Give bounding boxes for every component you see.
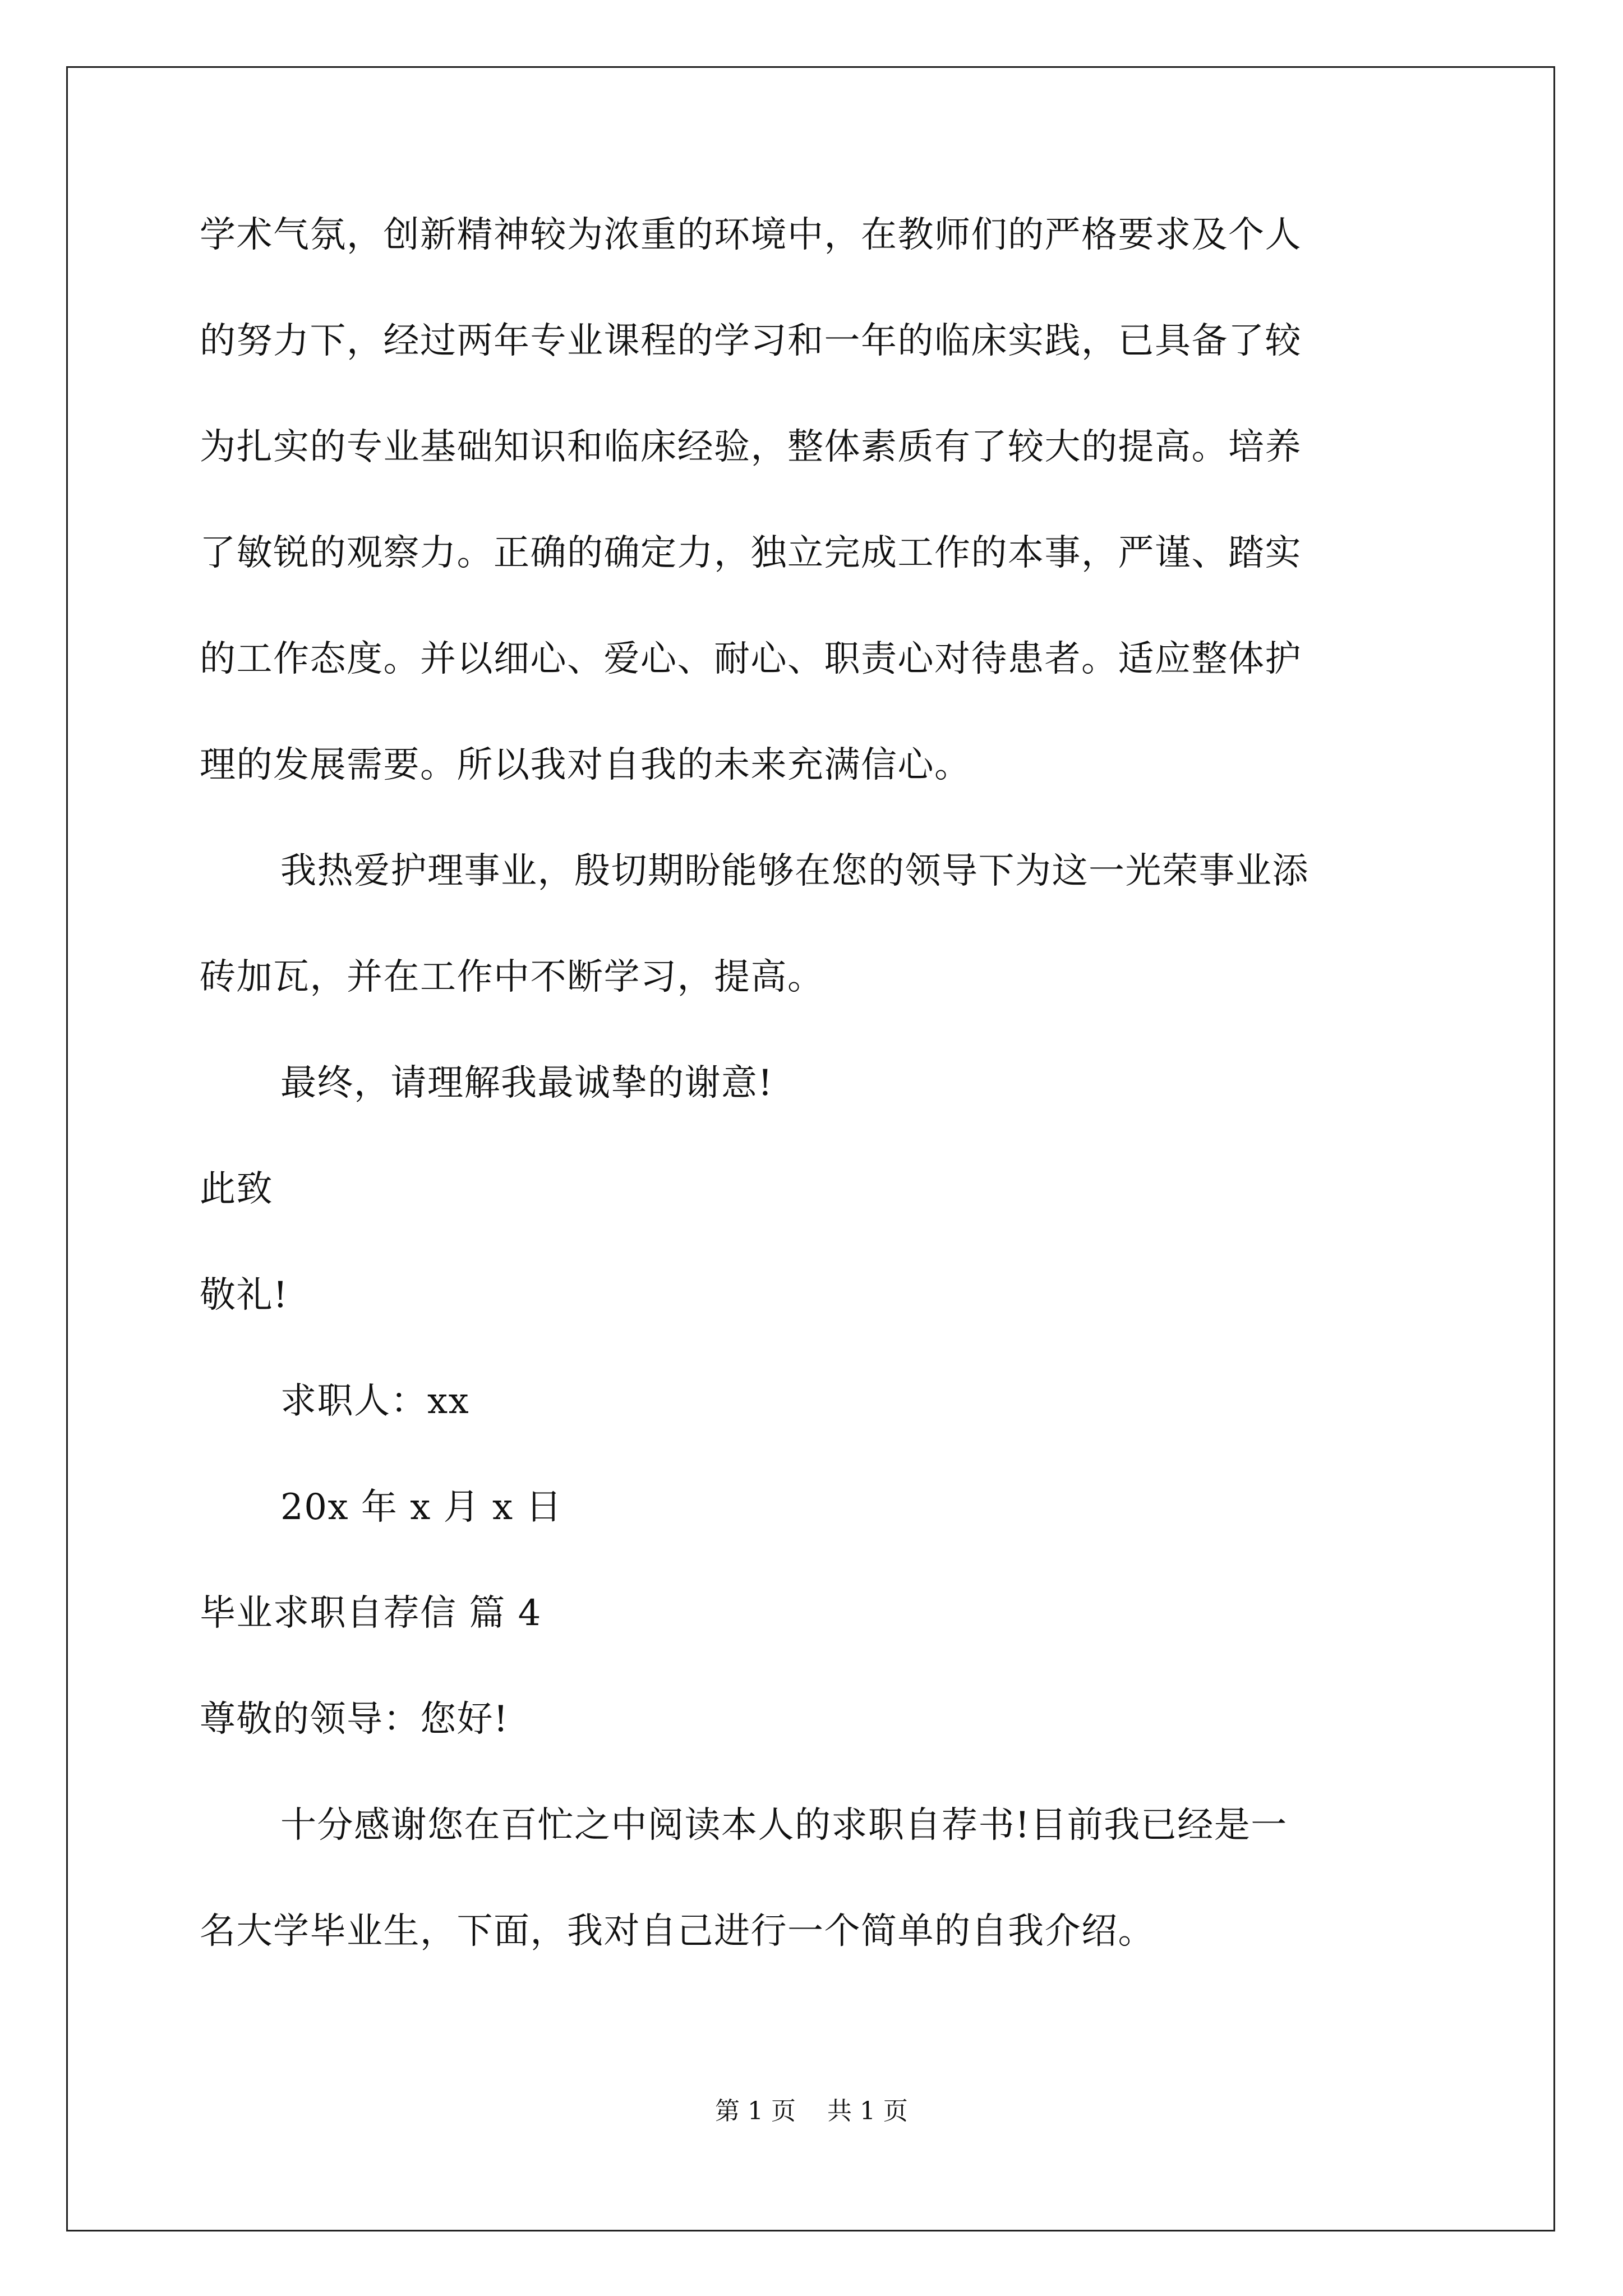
paragraph-line: 为扎实的专业基础知识和临床经验，整体素质有了较大的提高。培养 [200, 426, 1302, 468]
date-line: 20x 年 x 月 x 日 [280, 1487, 562, 1528]
paragraph-line: 最终，请理解我最诚挚的谢意! [280, 1062, 773, 1104]
paragraph-line: 的努力下，经过两年专业课程的学习和一年的临床实践，已具备了较 [200, 320, 1302, 362]
closing-salutation: 此致 [200, 1168, 273, 1210]
paragraph-line: 了敏锐的观察力。正确的确定力，独立完成工作的本事，严谨、踏实 [200, 532, 1302, 574]
signature-line: 求职人：xx [280, 1381, 470, 1422]
paragraph-line: 十分感谢您在百忙之中阅读本人的求职自荐书!目前我已经是一 [280, 1805, 1288, 1846]
page-border [66, 66, 1555, 2231]
page-number-footer: 第 1 页 共 1 页 [715, 2097, 908, 2125]
paragraph-line: 砖加瓦，并在工作中不断学习，提高。 [200, 956, 824, 998]
paragraph-line: 理的发展需要。所以我对自我的未来充满信心。 [200, 744, 971, 786]
paragraph-line: 我热爱护理事业，殷切期盼能够在您的领导下为这一光荣事业添 [280, 850, 1309, 892]
closing-regards: 敬礼! [200, 1274, 289, 1316]
section-heading: 毕业求职自荐信 篇 4 [200, 1593, 542, 1634]
greeting-line: 尊敬的领导：您好! [200, 1699, 509, 1740]
paragraph-line: 的工作态度。并以细心、爱心、耐心、职责心对待患者。适应整体护 [200, 638, 1302, 680]
paragraph-line: 名大学毕业生，下面，我对自己进行一个简单的自我介绍。 [200, 1911, 1155, 1952]
paragraph-line: 学术气氛，创新精神较为浓重的环境中，在教师们的严格要求及个人 [200, 214, 1302, 256]
